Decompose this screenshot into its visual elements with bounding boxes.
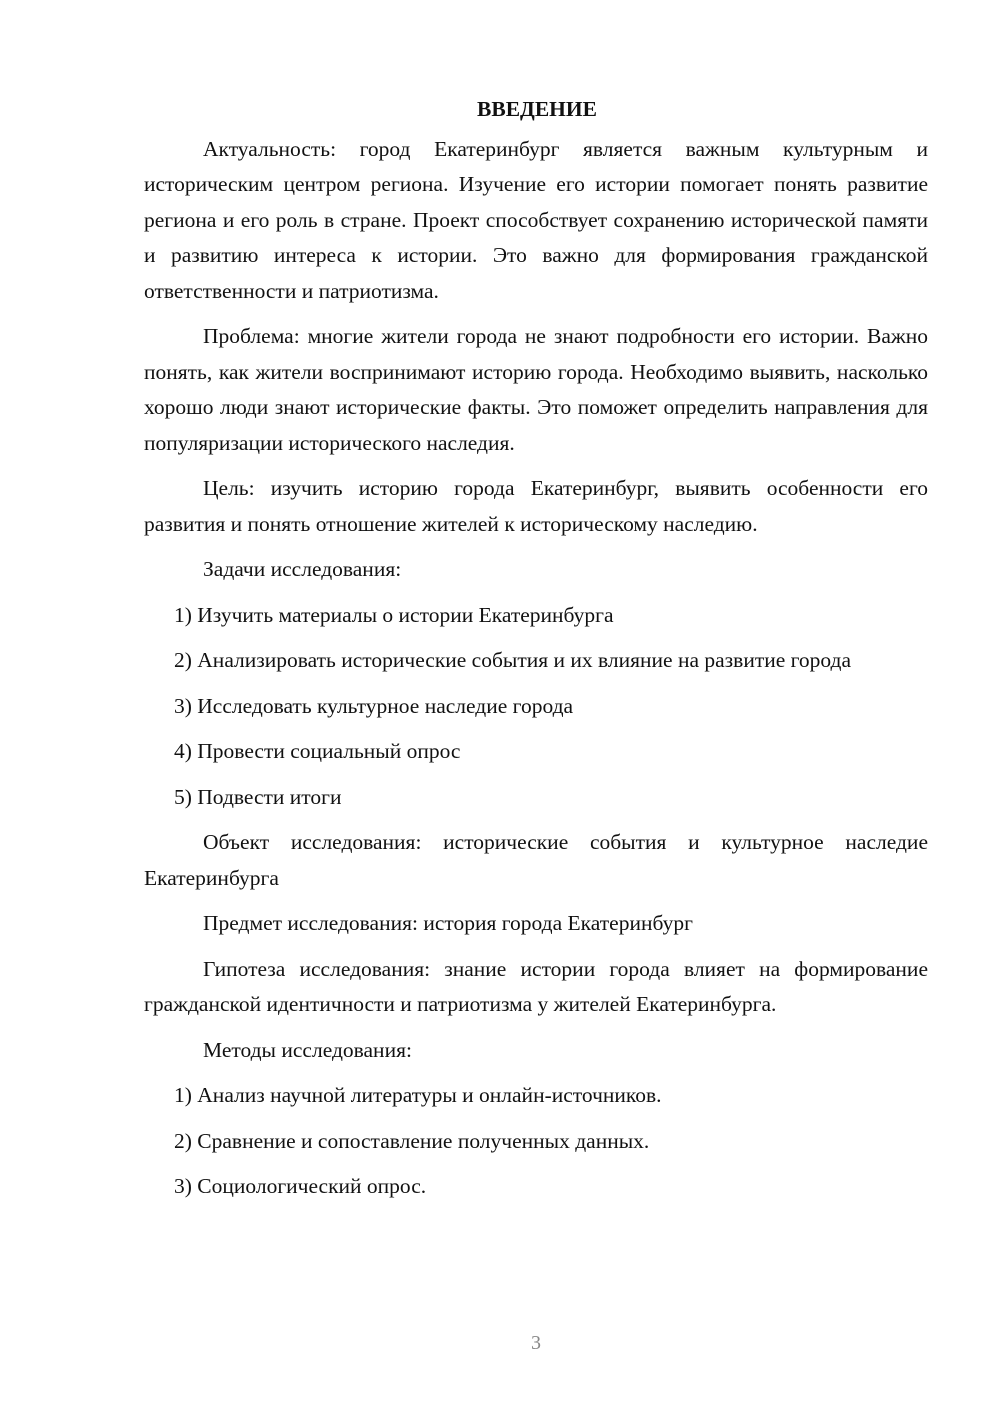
task-item-3: 3) Исследовать культурное наследие города <box>174 693 574 718</box>
task-item-5: 5) Подвести итоги <box>174 784 342 809</box>
subject-paragraph: Предмет исследования: история города Екатеринбург <box>203 911 693 935</box>
method-item-2: 2) Сравнение и сопоставление полученных данных. <box>174 1128 650 1153</box>
method-item-1: 1) Анализ научной литературы и онлайн-источников. <box>174 1083 662 1107</box>
object-paragraph: Объект исследования: исторические события и культурное наследие Екатеринбурга <box>144 830 928 890</box>
goal-paragraph: Цель: изучить историю города Екатеринбург, выявить особенности его развития и понять отношение жителей к историческому наследию. <box>144 476 928 536</box>
relevance-paragraph: Актуальность: город Екатеринбург является важным культурным и историческим центром региона. Изучение его истории помогает понять развитие региона и его роль в стране. Проект способствует сохранению исторической памяти и развитию интереса к истории. Это важно для формирования гражданской ответственности и патриотизма. <box>144 136 928 303</box>
task-item-4: 4) Провести социальный опрос <box>174 739 461 763</box>
task-item-1: 1) Изучить материалы о истории Екатеринбурга <box>174 602 614 627</box>
hypothesis-paragraph: Гипотеза исследования: знание истории города влияет на формирование гражданской идентичности и патриотизма у жителей Екатеринбурга. <box>144 956 928 1016</box>
problem-paragraph: Проблема: многие жители города не знают подробности его истории. Важно понять, как жители воспринимают историю города. Необходимо выявить, насколько хорошо люди знают исторические факты. Это поможет определить направления для популяризации исторического наследия. <box>144 324 928 455</box>
tasks-heading: Задачи исследования: <box>203 557 402 581</box>
page-title: ВВЕДЕНИЕ <box>477 97 597 121</box>
page-content <box>144 92 928 1215</box>
page-number: 3 <box>531 1332 541 1354</box>
method-item-3: 3) Социологический опрос. <box>174 1174 427 1198</box>
methods-heading: Методы исследования: <box>203 1037 412 1062</box>
task-item-2: 2) Анализировать исторические события и их влияние на развитие города <box>174 648 852 672</box>
